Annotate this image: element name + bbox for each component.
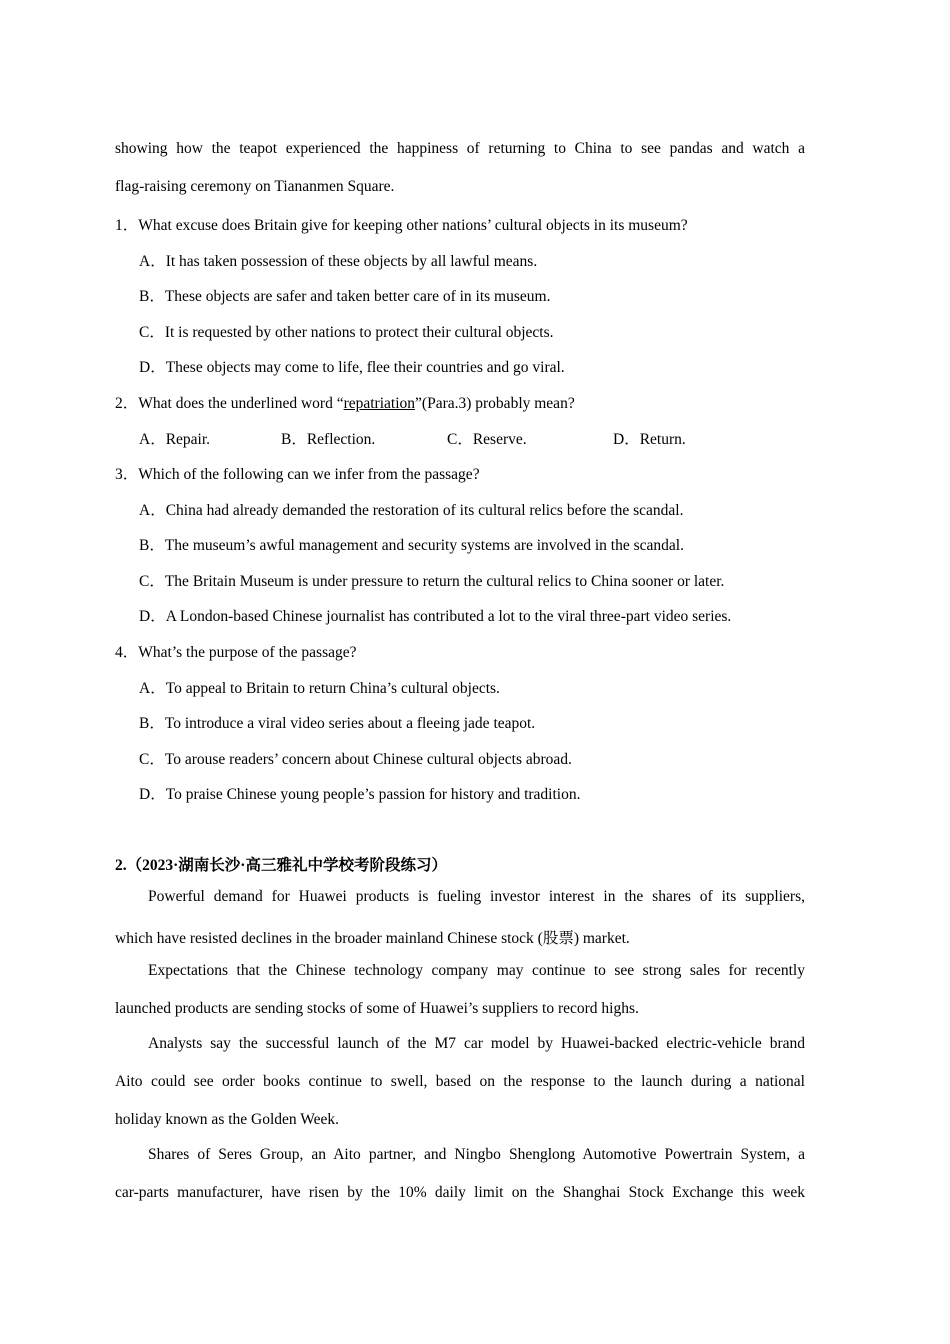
question-number: 4． bbox=[115, 644, 139, 661]
option-letter: A． bbox=[139, 502, 166, 519]
option-letter: B． bbox=[281, 431, 307, 448]
option-text: Return. bbox=[639, 431, 686, 448]
underlined-word: repatriation bbox=[343, 395, 416, 412]
question-number: 2． bbox=[115, 395, 139, 412]
option-4a bbox=[139, 676, 500, 698]
paragraph-line: car-parts manufacturer, have risen by the 10% daily limit on the Shanghai Stock Exchange this week bbox=[115, 1184, 805, 1201]
option-letter: D． bbox=[139, 786, 166, 803]
option-1a bbox=[139, 249, 537, 271]
option-3d bbox=[139, 604, 731, 626]
paragraph-line: Aito could see order books continue to swell, based on the response to the launch during a national bbox=[115, 1073, 805, 1090]
option-2d bbox=[613, 427, 686, 449]
option-text: It has taken possession of these objects by all lawful means. bbox=[165, 253, 538, 270]
option-text: It is requested by other nations to protect their cultural objects. bbox=[164, 324, 554, 341]
option-text: To praise Chinese young people’s passion for history and tradition. bbox=[165, 786, 581, 803]
option-4d bbox=[139, 782, 580, 804]
paragraph-line: Expectations that the Chinese technology company may continue to see strong sales for recently bbox=[148, 962, 805, 979]
paragraph-line: which have resisted declines in the broader mainland Chinese stock (股票) market. bbox=[115, 930, 630, 947]
option-text: These objects are safer and taken better care of in its museum. bbox=[164, 288, 551, 305]
option-letter: A． bbox=[139, 253, 166, 270]
option-letter: B． bbox=[139, 715, 165, 732]
option-letter: B． bbox=[139, 537, 165, 554]
option-letter: C． bbox=[447, 431, 473, 448]
option-letter: A． bbox=[139, 431, 166, 448]
option-text: Repair. bbox=[165, 431, 211, 448]
question-stem-post: ”(Para.3) probably mean? bbox=[415, 395, 575, 412]
option-text: China had already demanded the restoration of its cultural relics before the scandal. bbox=[165, 502, 684, 519]
paragraph-line: launched products are sending stocks of some of Huawei’s suppliers to record highs. bbox=[115, 1000, 639, 1017]
question-stem: What’s the purpose of the passage? bbox=[138, 644, 357, 661]
option-3b bbox=[139, 533, 684, 555]
question-stem-pre: What does the underlined word “ bbox=[138, 395, 344, 412]
option-text: The museum’s awful management and security systems are involved in the scandal. bbox=[164, 537, 684, 554]
option-text: The Britain Museum is under pressure to return the cultural relics to China sooner or later. bbox=[164, 573, 725, 590]
option-letter: D． bbox=[139, 359, 166, 376]
question-stem: Which of the following can we infer from the passage? bbox=[138, 466, 480, 483]
paragraph-line: Powerful demand for Huawei products is fueling investor interest in the shares of its suppliers, bbox=[148, 888, 805, 905]
intro-line: showing how the teapot experienced the happiness of returning to China to see pandas and watch a bbox=[115, 140, 805, 157]
paragraph-line: Shares of Seres Group, an Aito partner, and Ningbo Shenglong Automotive Powertrain System, a bbox=[148, 1146, 805, 1163]
option-letter: C． bbox=[139, 751, 165, 768]
option-2c bbox=[447, 427, 527, 449]
option-text: Reflection. bbox=[306, 431, 376, 448]
intro-line: flag-raising ceremony on Tiananmen Square. bbox=[115, 178, 395, 195]
option-letter: D． bbox=[613, 431, 640, 448]
question-number: 3． bbox=[115, 466, 139, 483]
option-text: To introduce a viral video series about a fleeing jade teapot. bbox=[164, 715, 536, 732]
option-2a bbox=[139, 427, 210, 449]
paragraph-line: Analysts say the successful launch of the M7 car model by Huawei-backed electric-vehicle brand bbox=[148, 1035, 805, 1052]
option-letter: A． bbox=[139, 680, 166, 697]
option-4b bbox=[139, 711, 535, 733]
question-2 bbox=[115, 391, 575, 413]
option-1b bbox=[139, 284, 550, 306]
option-letter: C． bbox=[139, 324, 165, 341]
option-1d bbox=[139, 355, 565, 377]
question-1 bbox=[115, 213, 688, 235]
question-3 bbox=[115, 462, 480, 484]
question-4 bbox=[115, 640, 356, 662]
option-2b bbox=[281, 427, 375, 449]
option-1c bbox=[139, 320, 554, 342]
option-letter: C． bbox=[139, 573, 165, 590]
option-3c bbox=[139, 569, 724, 591]
option-text: These objects may come to life, flee their countries and go viral. bbox=[165, 359, 565, 376]
option-text: Reserve. bbox=[472, 431, 527, 448]
option-letter: D． bbox=[139, 608, 166, 625]
paragraph-line: holiday known as the Golden Week. bbox=[115, 1111, 340, 1128]
question-stem: What excuse does Britain give for keeping other nations’ cultural objects in its museum? bbox=[138, 217, 688, 234]
option-4c bbox=[139, 747, 572, 769]
option-text: To arouse readers’ concern about Chinese cultural objects abroad. bbox=[164, 751, 572, 768]
option-text: To appeal to Britain to return China’s cultural objects. bbox=[165, 680, 500, 697]
option-letter: B． bbox=[139, 288, 165, 305]
section-heading: 2.（2023·湖南长沙·高三雅礼中学校考阶段练习） bbox=[115, 857, 447, 874]
option-text: A London-based Chinese journalist has contributed a lot to the viral three-part video series. bbox=[165, 608, 732, 625]
option-3a bbox=[139, 498, 683, 520]
question-number: 1． bbox=[115, 217, 139, 234]
